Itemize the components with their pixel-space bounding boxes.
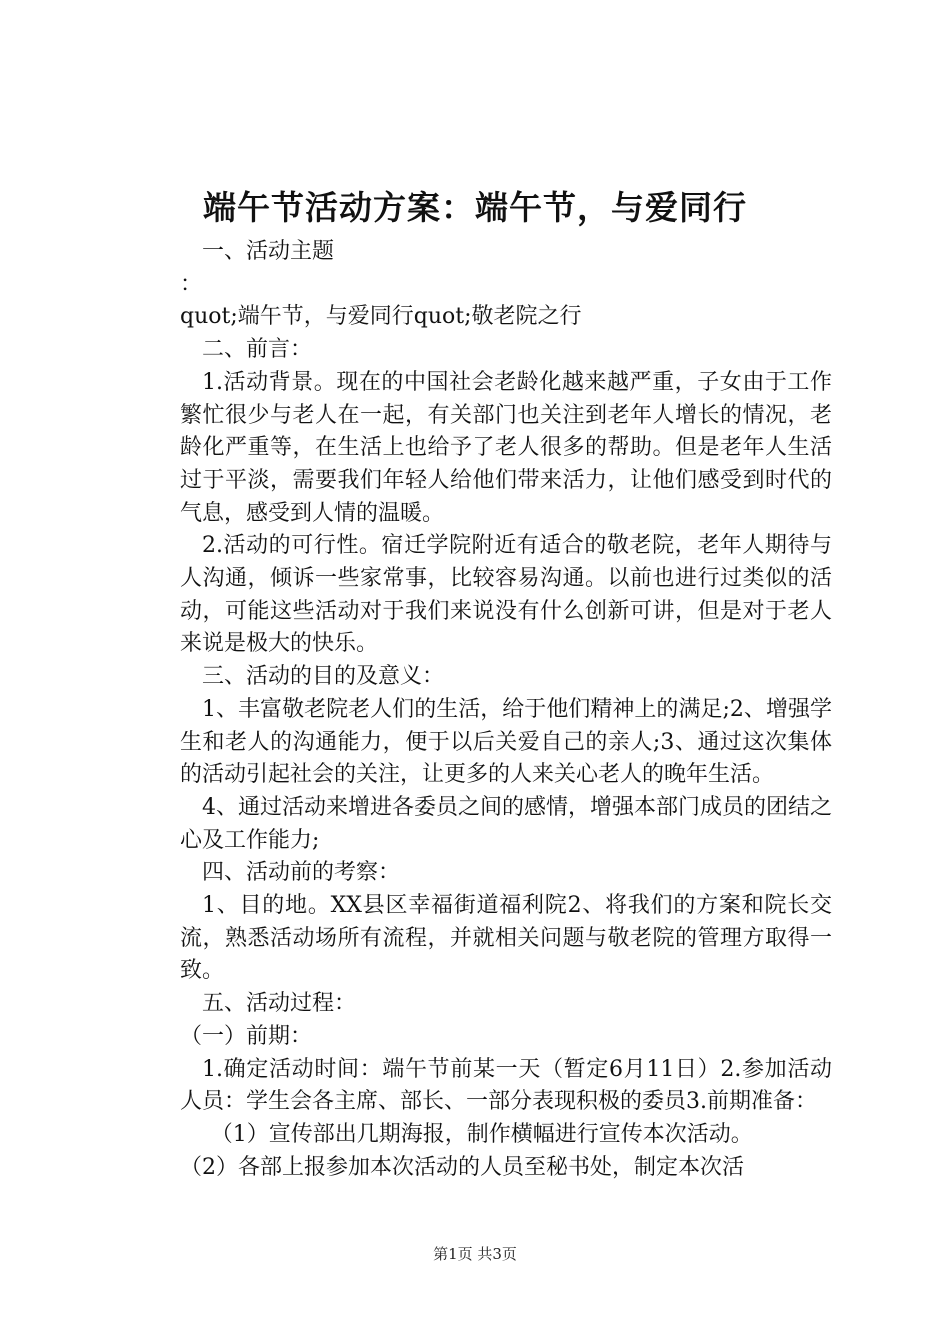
paragraph-feasibility: 2.活动的可行性。宿迁学院附近有适合的敬老院，老年人期待与人沟通，倾诉一些家常事，比较容易沟通。以前也进行过类似的活动，可能这些活动对于我们来说没有什么创新可讲，但是对于老人来说是极大的快乐。 — [180, 533, 832, 657]
section-heading-preface: 二、前言： — [202, 337, 313, 363]
paragraph-purpose-items: 1、丰富敬老院老人们的生活，给于他们精神上的满足;2、增强学生和老人的沟通能力，便于以后关爱自己的亲人;3、通过这次集体的活动引起社会的关注，让更多的人来关心老人的晚年生活。 — [180, 696, 832, 788]
subheading-early-stage: （一）前期： — [180, 1023, 313, 1049]
paragraph-survey: 1、目的地。XX县区幸福街道福利院2、将我们的方案和院长交流，熟悉活动场所有流程，并就相关问题与敬老院的管理方取得一致。 — [180, 893, 832, 984]
paragraph-early-stage: 1.确定活动时间：端午节前某一天（暂定6月11日）2.参加活动人员：学生会各主席、部长、一部分表现积极的委员3.前期准备： — [180, 1056, 832, 1115]
section-heading-theme: 一、活动主题 — [202, 239, 335, 264]
section-heading-survey: 四、活动前的考察： — [202, 860, 401, 886]
list-item-registration: （2）各部上报参加本次活动的人员至秘书处，制定本次活 — [180, 1154, 744, 1180]
section-heading-process: 五、活动过程： — [202, 991, 357, 1017]
paragraph-theme-text: quot;端午节，与爱同行quot;敬老院之行 — [180, 304, 582, 330]
list-item-publicity: （1）宣传部出几期海报，制作横幅进行宣传本次活动。 — [210, 1121, 753, 1147]
paragraph-background: 1.活动背景。现在的中国社会老龄化越来越严重，子女由于工作繁忙很少与老人在一起，有关部门也关注到老年人增长的情况，老龄化严重等，在生活上也给予了老人很多的帮助。但是老年人生活过于平淡，需要我们年轻人给他们带来活力，让他们感受到时代的气息，感受到人情的温暖。 — [180, 369, 832, 526]
document-title: 端午节活动方案：端午节，与爱同行 — [203, 188, 747, 227]
section-heading-purpose: 三、活动的目的及意义： — [202, 664, 445, 690]
paragraph-colon: ： — [180, 271, 203, 297]
document-body — [180, 236, 832, 1184]
paragraph-purpose-item-4: 4、通过活动来增进各委员之间的感情，增强本部门成员的团结之心及工作能力; — [180, 794, 832, 853]
page-footer: 第1页 共3页 — [433, 1245, 517, 1263]
